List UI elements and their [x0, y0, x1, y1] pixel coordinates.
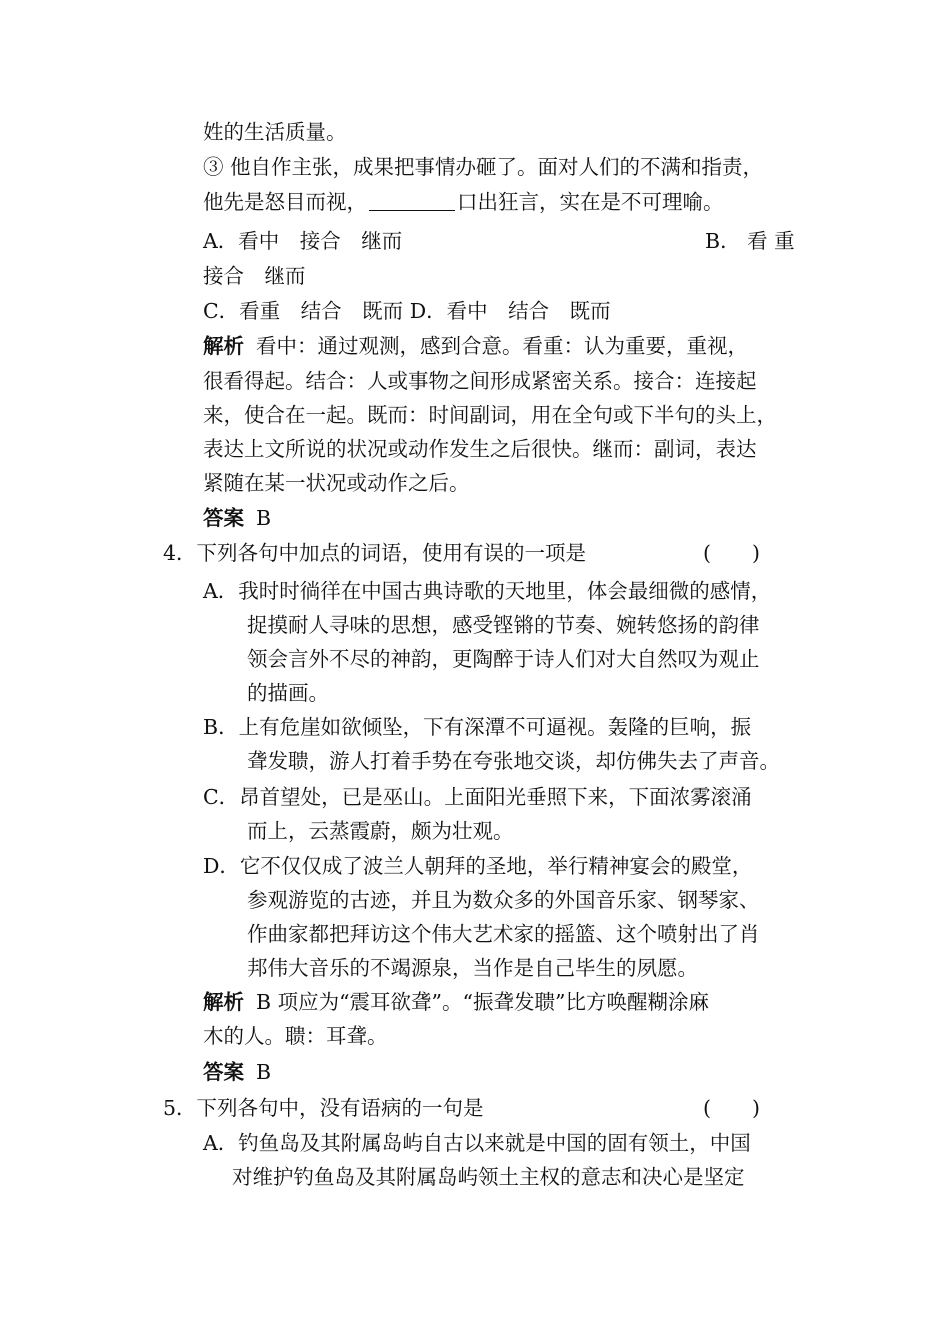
q4-option-b: B．上有危崖如欲倾坠，下有深潭不可逼视。轰隆的巨响，振 — [203, 715, 752, 739]
analysis-label: 解析 — [203, 334, 244, 358]
answer-label: 答案 — [203, 506, 244, 530]
q5-option-a: A．钓鱼岛及其附属岛屿自古以来就是中国的固有领土，中国 — [203, 1131, 751, 1155]
answer-line — [203, 1057, 271, 1087]
analysis-label: 解析 — [203, 990, 244, 1014]
q4-option-d: 作曲家都把拜访这个伟大艺术家的摇篮、这个喷射出了肖 — [247, 922, 760, 946]
q4-option-c: C．昂首望处，已是巫山。上面阳光垂照下来，下面浓雾滚涌 — [203, 785, 752, 809]
q3-sentence-3-part1: 他先是怒目而视， — [203, 190, 367, 214]
q3-option-a: A．看中 接合 继而 — [203, 229, 403, 253]
q5-option-a: 对维护钓鱼岛及其附属岛屿领土主权的意志和决心是坚定 — [232, 1165, 745, 1189]
q3-sentence-3-line2 — [203, 187, 724, 217]
analysis-text: 来，使合在一起。既而：时间副词，用在全句或下半句的头上， — [203, 403, 777, 427]
q4-option-a: 捉摸耐人寻味的思想，感受铿锵的节奏、婉转悠扬的韵律 — [247, 613, 760, 637]
q3-sentence-3-line1: ③ 他自作主张，成果把事情办砸了。面对人们的不满和指责， — [203, 155, 764, 179]
q3-sentence-3-part2: 口出狂言，实在是不可理喻。 — [457, 190, 724, 214]
q4-option-a: 领会言外不尽的神韵，更陶醉于诗人们对大自然叹为观止 — [247, 647, 760, 671]
q5-answer-paren: ( ) — [703, 1096, 760, 1120]
q3-option-b-head: B． 看 重 — [705, 229, 795, 253]
q3-text-line: 姓的生活质量。 — [203, 120, 347, 144]
analysis-text: 看中：通过观测，感到合意。看重：认为重要，重视， — [256, 334, 748, 358]
analysis-text: 表达上文所说的状况或动作发生之后很快。继而：副词，表达 — [203, 437, 757, 461]
q4-option-a: A．我时时徜徉在中国古典诗歌的天地里，体会最细微的感情， — [203, 579, 772, 603]
q4-stem: 4．下列各句中加点的词语，使用有误的一项是 — [163, 541, 587, 565]
answer-value: B — [256, 1060, 272, 1084]
q4-answer-paren: ( ) — [703, 541, 760, 565]
answer-label: 答案 — [203, 1060, 244, 1084]
q3-analysis-line — [203, 331, 748, 361]
q4-option-b: 聋发聩，游人打着手势在夸张地交谈，却仿佛失去了声音。 — [247, 749, 780, 773]
q4-option-d: D．它不仅仅成了波兰人朝拜的圣地，举行精神宴会的殿堂， — [203, 854, 753, 878]
q4-option-d: 参观游览的古迹，并且为数众多的外国音乐家、钢琴家、 — [247, 888, 760, 912]
analysis-text: 木的人。聩：耳聋。 — [203, 1024, 388, 1048]
fill-blank — [369, 190, 455, 211]
analysis-text: B 项应为“震耳欲聋”。“振聋发聩”比方唤醒糊涂麻 — [256, 990, 710, 1014]
q3-option-c-d: C．看重 结合 既而 D．看中 结合 既而 — [203, 299, 611, 323]
q4-option-d: 邦伟大音乐的不竭源泉，当作是自己毕生的夙愿。 — [247, 956, 698, 980]
q4-analysis-line — [203, 987, 709, 1017]
q4-option-c: 而上，云蒸霞蔚，颇为壮观。 — [247, 819, 514, 843]
answer-value: B — [256, 506, 272, 530]
analysis-text: 很看得起。结合：人或事物之间形成紧密关系。接合：连接起 — [203, 369, 757, 393]
q3-option-b-tail: 接合 继而 — [203, 264, 306, 288]
q5-stem: 5．下列各句中，没有语病的一句是 — [163, 1096, 484, 1120]
q4-option-a: 的描画。 — [247, 681, 329, 705]
answer-line — [203, 503, 271, 533]
analysis-text: 紧随在某一状况或动作之后。 — [203, 471, 470, 495]
